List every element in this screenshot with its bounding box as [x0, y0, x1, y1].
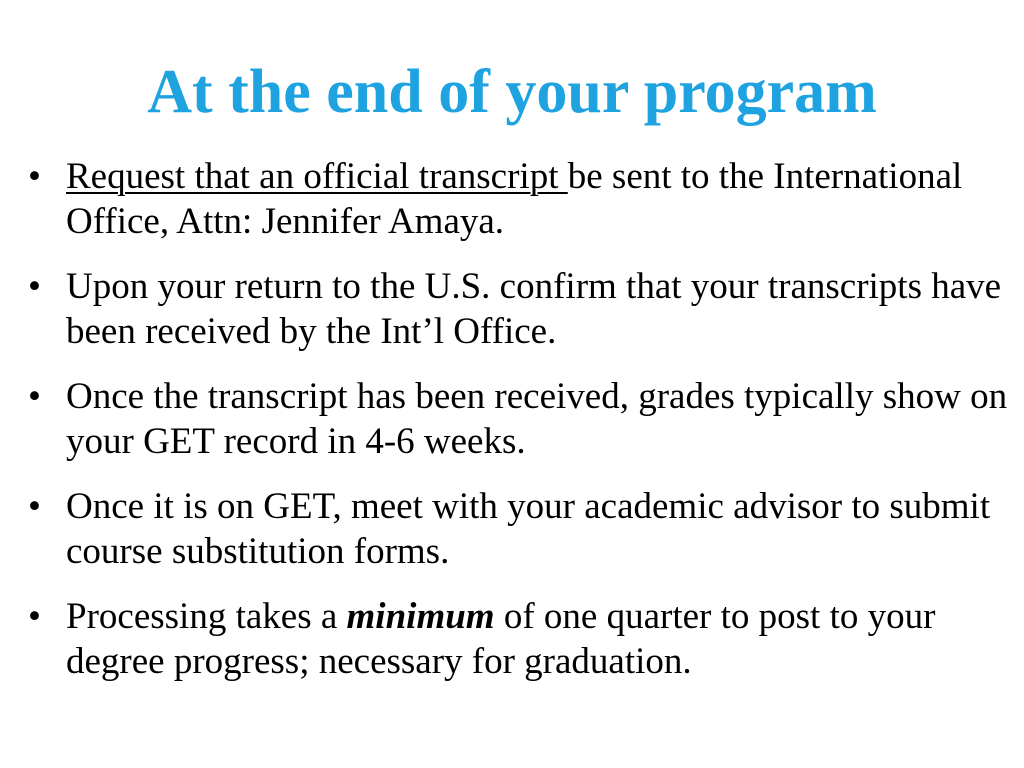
bullet-emphasis-text: minimum [346, 596, 495, 637]
bullet-text: Processing takes a [66, 596, 347, 637]
bullet-text: of one quarter to post to your degree progress; necessary for graduation. [66, 596, 936, 682]
bullet-item-processing [28, 594, 1008, 684]
bullet-icon: • [28, 266, 41, 307]
bullet-icon: • [28, 486, 41, 527]
bullet-item-grades-timing [28, 374, 1008, 464]
bullet-text: Once it is on GET, meet with your academic advisor to submit course substitution forms. [66, 486, 991, 572]
bullet-icon: • [28, 156, 41, 197]
slide-title: At the end of your program [147, 58, 877, 126]
bullet-text: Upon your return to the U.S. confirm that your transcripts have been received by the Int’l Office. [66, 266, 1002, 352]
bullet-icon: • [28, 376, 41, 417]
bullet-item-meet-advisor [28, 484, 1008, 574]
bullet-item-request-transcript [28, 154, 1008, 244]
bullet-list [28, 154, 1008, 704]
bullet-icon: • [28, 596, 41, 637]
bullet-underlined-text: Request that an official transcript [66, 156, 568, 197]
bullet-text: be sent to the International Office, Attn: Jennifer Amaya. [66, 156, 963, 242]
bullet-item-confirm-receipt [28, 264, 1008, 354]
bullet-text: Once the transcript has been received, grades typically show on your GET record in 4-6 weeks. [66, 376, 1008, 462]
